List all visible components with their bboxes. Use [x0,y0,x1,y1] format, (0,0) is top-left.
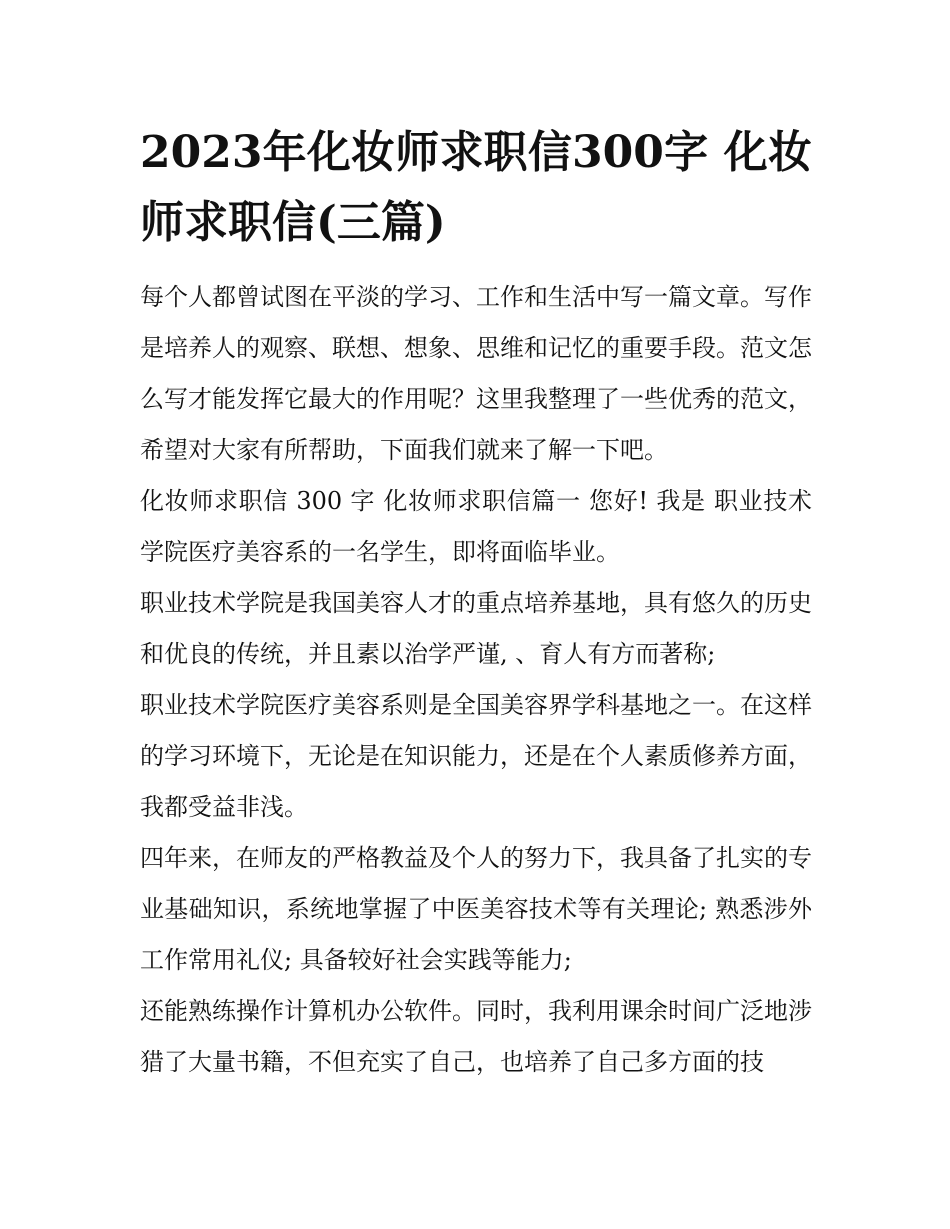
paragraph-skills: 四年来，在师友的严格教益及个人的努力下，我具备了扎实的专业基础知识，系统地掌握了中医美容技术等有关理论; 熟悉涉外工作常用礼仪; 具备较好社会实践等能力; [140,844,812,974]
paragraph-intro: 每个人都曾试图在平淡的学习、工作和生活中写一篇文章。写作是培养人的观察、联想、想象、思维和记忆的重要手段。范文怎么写才能发挥它最大的作用呢？这里我整理了一些优秀的范文，希望对大家有所帮助，下面我们就来了解一下吧。 [140,283,812,464]
document-title: 2023年化妆师求职信300字 化妆师求职信(三篇) [140,127,812,248]
document-body [140,118,812,1088]
paragraph-greeting: 化妆师求职信 300 字 化妆师求职信篇一 您好! 我是 职业技术学院医疗美容系的一名学生，即将面临毕业。 [140,487,812,566]
paragraph-extracurricular: 还能熟练操作计算机办公软件。同时，我利用课余时间广泛地涉猎了大量书籍，不但充实了自己，也培养了自己多方面的技 [140,997,812,1076]
paragraph-college: 职业技术学院是我国美容人才的重点培养基地，具有悠久的历史和优良的传统，并且素以治学严谨, 、育人有方而著称; [140,589,812,668]
paragraph-department: 职业技术学院医疗美容系则是全国美容界学科基地之一。在这样的学习环境下，无论是在知识能力，还是在个人素质修养方面，我都受益非浅。 [140,691,812,821]
